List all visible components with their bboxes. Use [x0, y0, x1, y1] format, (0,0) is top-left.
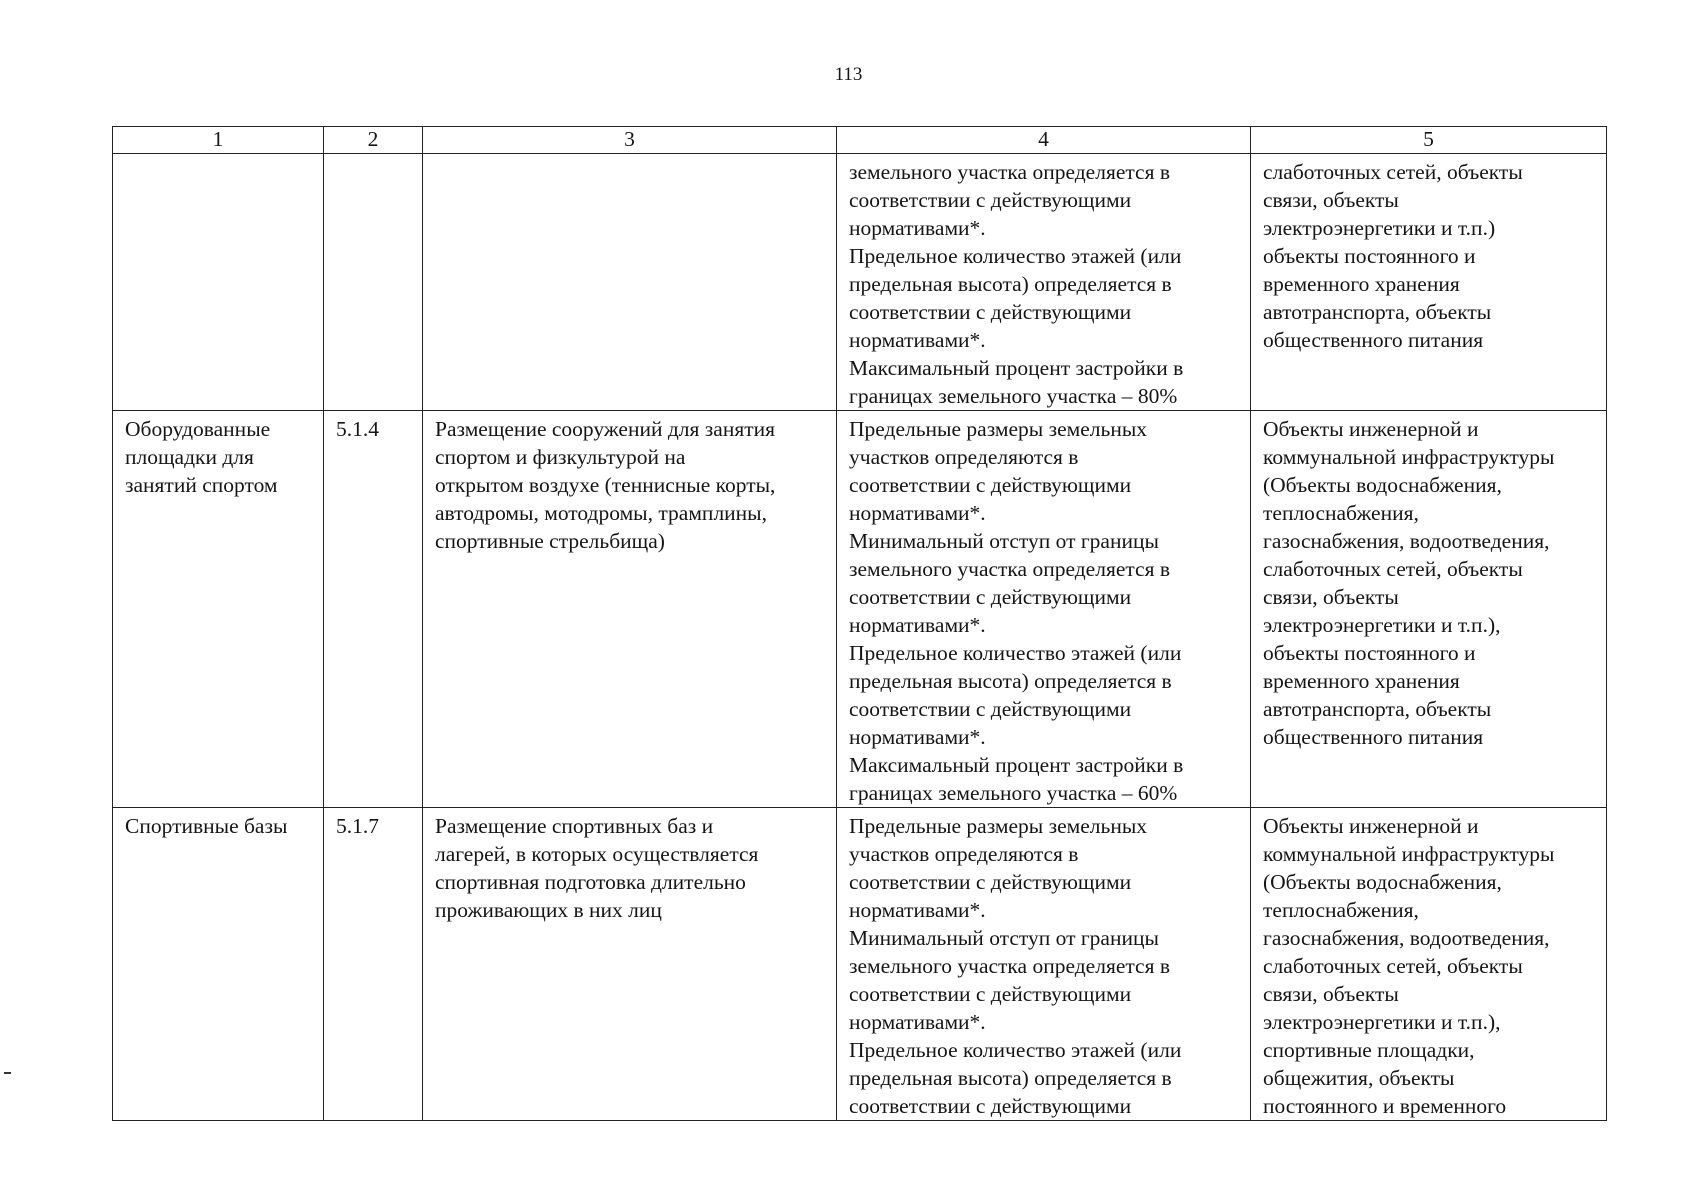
use-code-text: 5.1.7	[336, 814, 379, 838]
column-header-3: 3	[423, 127, 837, 154]
auxiliary-uses-text: слаботочных сетей, объекты связи, объекты электроэнергетики и т.п.) объекты постоянного и временного хранения автотранспорта, объекты общественного питания	[1263, 160, 1523, 352]
use-description-text: Размещение сооружений для занятия спортом и физкультурой на открытом воздухе (теннисные корты, автодромы, мотодромы, трамплины, спортивные стрельбища)	[435, 417, 776, 553]
use-code-cell	[324, 808, 423, 1121]
auxiliary-uses-text: Объекты инженерной и коммунальной инфраструктуры (Объекты водоснабжения, теплоснабжения, газоснабжения, водоотведения, слаботочных сетей, объекты связи, объекты электроэнергетики и т.п.), спортивные площадки, общежития, объекты постоянного и временного	[1263, 814, 1555, 1118]
column-header-4: 4	[837, 127, 1251, 154]
auxiliary-uses-text: Объекты инженерной и коммунальной инфраструктуры (Объекты водоснабжения, теплоснабжения, газоснабжения, водоотведения, слаботочных сетей, объекты связи, объекты электроэнергетики и т.п.), объекты постоянного и временного хранения автотранспорта, объекты общественного питания	[1263, 417, 1555, 749]
page-number: 113	[834, 64, 863, 85]
table-header-row	[113, 127, 1607, 154]
column-header-2: 2	[324, 127, 423, 154]
column-header-1: 1	[113, 127, 324, 154]
use-code-cell	[324, 411, 423, 808]
use-description-text: Размещение спортивных баз и лагерей, в которых осуществляется спортивная подготовка длительно проживающих в них лиц	[435, 814, 759, 922]
column-header-5: 5	[1251, 127, 1607, 154]
auxiliary-uses-cell	[1251, 808, 1607, 1121]
use-description-cell	[423, 808, 837, 1121]
auxiliary-uses-cell	[1251, 411, 1607, 808]
use-name-cell	[113, 808, 324, 1121]
use-name-cell	[113, 154, 324, 411]
use-description-cell	[423, 411, 837, 808]
use-code-cell	[324, 154, 423, 411]
use-description-cell	[423, 154, 837, 411]
parameters-text: Предельные размеры земельных участков определяются в соответствии с действующими нормативами*. Минимальный отступ от границы земельного участка определяется в соответствии с действующими нормативами*. Предельное количество этажей (или предельная высота) определяется в соответствии с действующими	[849, 814, 1182, 1118]
land-use-table	[112, 126, 1607, 1121]
parameters-cell	[837, 411, 1251, 808]
parameters-text: земельного участка определяется в соответствии с действующими нормативами*. Предельное количество этажей (или предельная высота) определяется в соответствии с действующими нормативами*. Максимальный процент застройки в границах земельного участка – 80%	[849, 160, 1184, 408]
use-name-text: Спортивные базы	[125, 814, 288, 838]
parameters-cell	[837, 808, 1251, 1121]
table-row	[113, 154, 1607, 411]
scan-margin-mark	[4, 1072, 11, 1074]
use-name-text: Оборудованные площадки для занятий спортом	[125, 417, 278, 497]
parameters-cell	[837, 154, 1251, 411]
parameters-text: Предельные размеры земельных участков определяются в соответствии с действующими нормативами*. Минимальный отступ от границы земельного участка определяется в соответствии с действующими нормативами*. Предельное количество этажей (или предельная высота) определяется в соответствии с действующими нормативами*. Максимальный процент застройки в границах земельного участка – 60%	[849, 417, 1184, 805]
auxiliary-uses-cell	[1251, 154, 1607, 411]
table-row	[113, 411, 1607, 808]
use-name-cell	[113, 411, 324, 808]
use-code-text: 5.1.4	[336, 417, 379, 441]
table-row	[113, 808, 1607, 1121]
